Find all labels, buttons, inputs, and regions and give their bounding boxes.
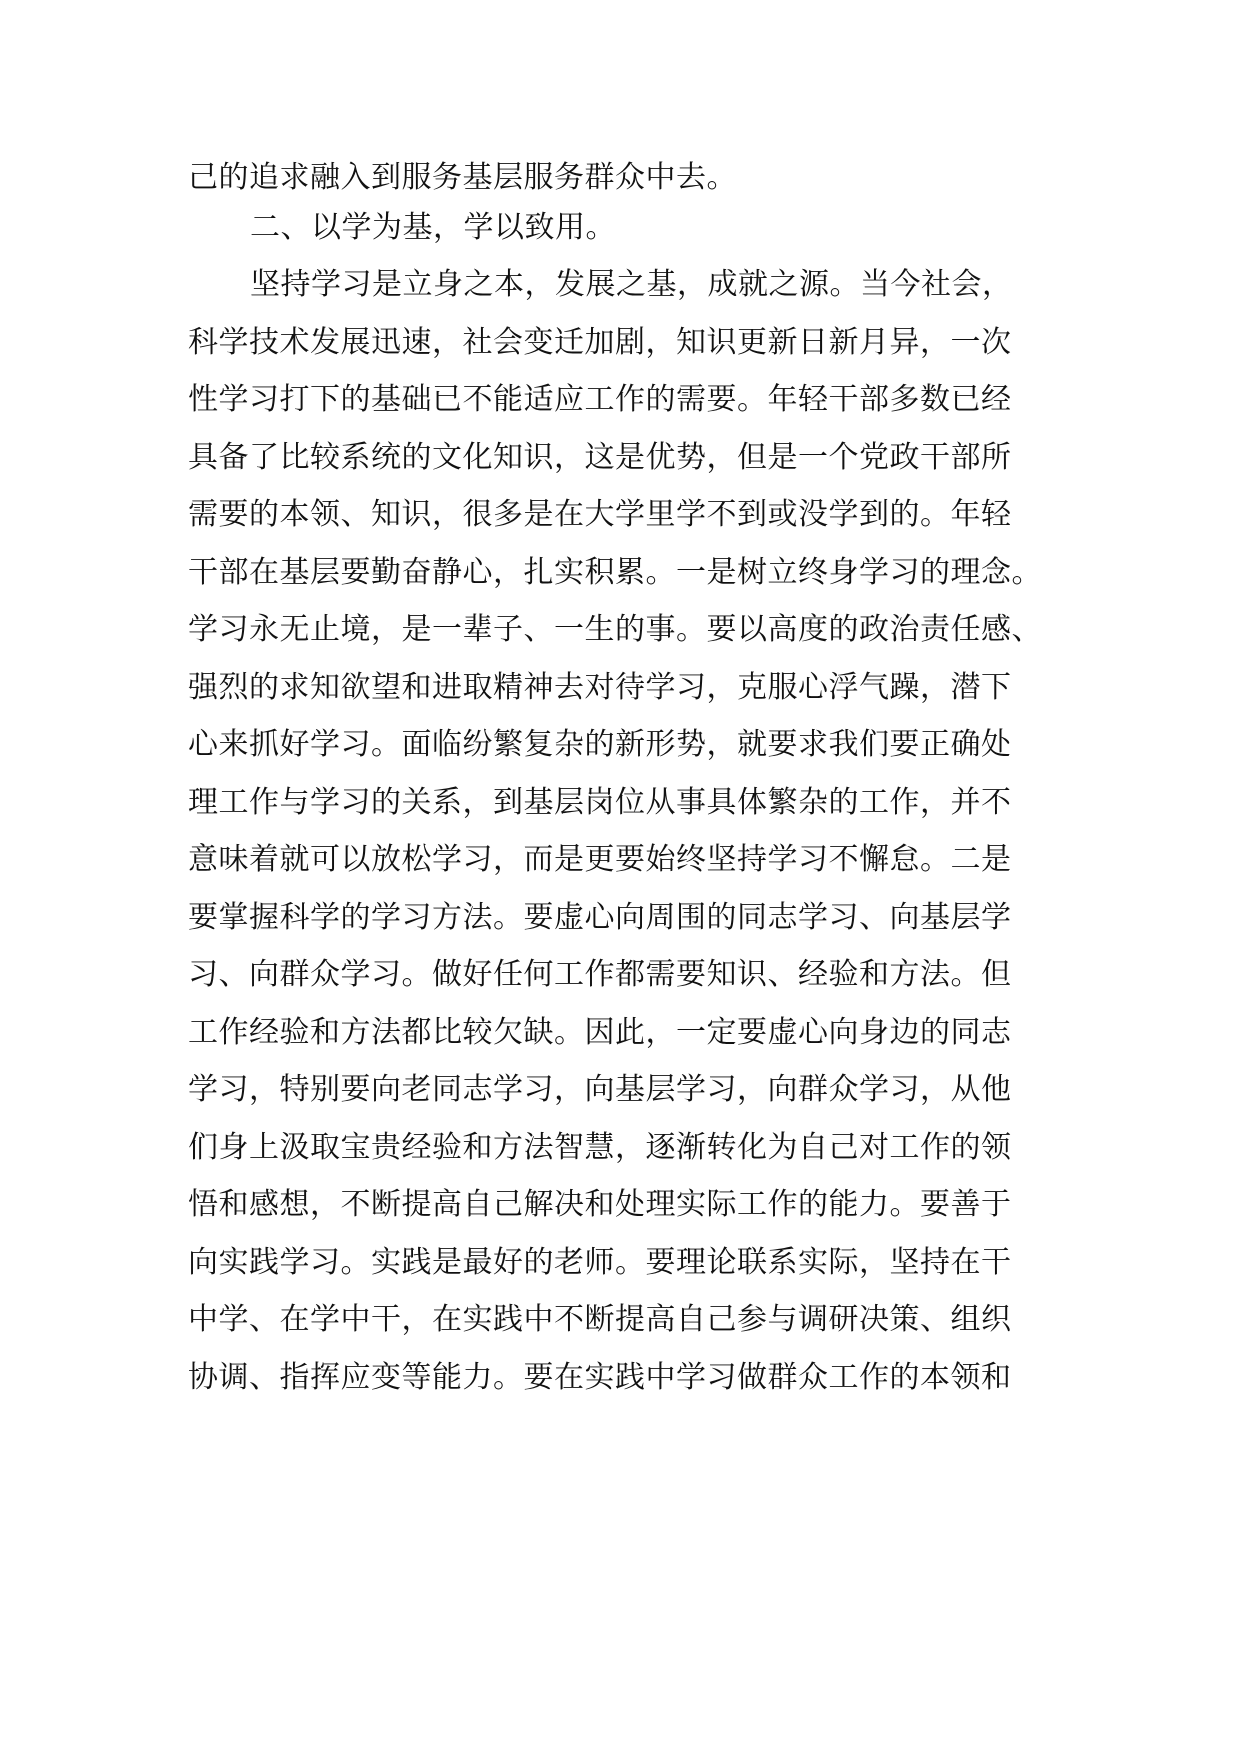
text-line: 意味着就可以放松学习，而是更要始终坚持学习不懈怠。二是 <box>188 842 1012 877</box>
paragraph-first-line: 坚持学习是立身之本，发展之基，成就之源。当今社会， <box>250 267 1013 302</box>
text-line: 悟和感想，不断提高自己解决和处理实际工作的能力。要善于 <box>188 1187 1012 1222</box>
text-line: 己的追求融入到服务基层服务群众中去。 <box>188 160 737 195</box>
text-line: 具备了比较系统的文化知识，这是优势，但是一个党政干部所 <box>188 440 1012 475</box>
text-line: 需要的本领、知识，很多是在大学里学不到或没学到的。年轻 <box>188 497 1012 532</box>
text-line: 们身上汲取宝贵经验和方法智慧，逐渐转化为自己对工作的领 <box>188 1130 1012 1165</box>
text-line: 干部在基层要勤奋静心，扎实积累。一是树立终身学习的理念。 <box>188 555 1042 590</box>
text-line: 学习永无止境，是一辈子、一生的事。要以高度的政治责任感、 <box>188 612 1042 647</box>
text-line: 心来抓好学习。面临纷繁复杂的新形势，就要求我们要正确处 <box>188 727 1012 762</box>
section-heading: 二、以学为基，学以致用。 <box>250 210 616 245</box>
text-line: 理工作与学习的关系，到基层岗位从事具体繁杂的工作，并不 <box>188 785 1012 820</box>
text-line: 向实践学习。实践是最好的老师。要理论联系实际，坚持在干 <box>188 1245 1012 1280</box>
text-line: 习、向群众学习。做好任何工作都需要知识、经验和方法。但 <box>188 957 1012 992</box>
text-line: 中学、在学中干，在实践中不断提高自己参与调研决策、组织 <box>188 1302 1012 1337</box>
text-line: 学习，特别要向老同志学习，向基层学习，向群众学习，从他 <box>188 1072 1012 1107</box>
text-line: 科学技术发展迅速，社会变迁加剧，知识更新日新月异，一次 <box>188 325 1012 360</box>
text-line: 性学习打下的基础已不能适应工作的需要。年轻干部多数已经 <box>188 382 1012 417</box>
text-line: 协调、指挥应变等能力。要在实践中学习做群众工作的本领和 <box>188 1360 1012 1395</box>
text-line: 要掌握科学的学习方法。要虚心向周围的同志学习、向基层学 <box>188 900 1012 935</box>
text-line: 强烈的求知欲望和进取精神去对待学习，克服心浮气躁，潜下 <box>188 670 1012 705</box>
text-line: 工作经验和方法都比较欠缺。因此，一定要虚心向身边的同志 <box>188 1015 1012 1050</box>
